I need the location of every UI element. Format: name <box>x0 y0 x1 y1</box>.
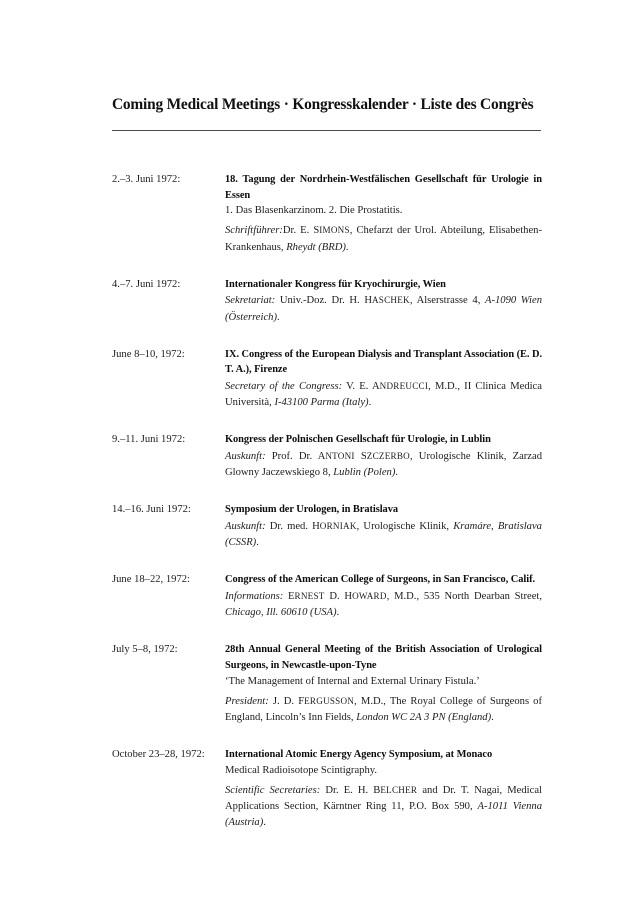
meeting-body <box>225 572 542 621</box>
meeting-body <box>225 747 542 831</box>
contact-address: Kramáre, Bratislava (CSSR) <box>225 520 542 549</box>
contact-address: I-43100 Parma (Italy) <box>274 397 369 409</box>
meetings-list <box>112 172 542 853</box>
contact-terminator: . <box>368 397 372 409</box>
contact-details: , Alserstrasse 4, <box>409 295 485 307</box>
contact-label: President: <box>225 695 269 707</box>
meeting-date: July 5–8, 1972: <box>112 644 178 656</box>
meeting-title: Kongress der Polnischen Gesellschaft für Urologie, in Lublin <box>225 434 491 446</box>
contact-label: Scientific Secretaries: <box>225 784 321 796</box>
person-name: Dr. E. SIMONS <box>282 225 350 237</box>
contact-label: Auskunft: <box>225 520 266 532</box>
meeting-contact <box>225 292 542 325</box>
meeting-entry <box>112 172 542 256</box>
contact-terminator: . <box>263 817 266 829</box>
meeting-contact <box>225 693 542 726</box>
contact-label: Informations: <box>225 590 284 602</box>
contact-details: , M.D., II Clinica Medica Università, <box>225 380 542 409</box>
meeting-date: October 23–28, 1972: <box>112 749 205 761</box>
person-name: Univ.-Doz. Dr. H. HASCHEK <box>279 295 410 307</box>
meeting-entry <box>112 747 542 831</box>
contact-label: Secretary of the Congress: <box>225 380 343 392</box>
meeting-contact <box>225 448 542 481</box>
person-name: ERNEST D. HOWARD <box>288 590 387 602</box>
meeting-body <box>225 502 542 551</box>
meeting-body <box>225 347 542 412</box>
person-name: J. D. FERGUSSON <box>272 695 355 707</box>
meeting-contact <box>225 518 542 551</box>
meeting-title: Symposium der Urologen, in Bratislava <box>225 504 398 516</box>
meeting-contact <box>225 378 542 411</box>
meeting-date: June 18–22, 1972: <box>112 574 190 586</box>
person-name: Dr. med. HORNIAK <box>269 520 357 532</box>
contact-label: Sekretariat: <box>225 295 276 307</box>
meeting-entry <box>112 347 542 412</box>
meeting-entry <box>112 432 542 481</box>
contact-address: A-1011 Vienna (Austria) <box>225 801 542 829</box>
meeting-entry <box>112 502 542 551</box>
contact-address: Rheydt (BRD) <box>286 241 346 253</box>
meeting-subtitle: Medical Radioisotope Scintigraphy. <box>225 764 378 776</box>
person-name: Prof. Dr. ANTONI SZCZERBO <box>271 450 410 462</box>
meeting-contact <box>225 782 542 832</box>
meeting-body <box>225 432 542 481</box>
contact-address: Lublin (Polen) <box>333 467 396 479</box>
contact-details: , M.D., The Royal College of Surgeons of England, Lincoln’s Inn Fields, <box>225 695 543 723</box>
meeting-date: June 8–10, 1972: <box>112 348 185 360</box>
page-header <box>112 96 542 114</box>
contact-details: , Urologische Klinik, <box>356 520 454 532</box>
meeting-contact <box>225 222 542 255</box>
meeting-title: 18. Tagung der Nordrhein-Westfälischen Gesellschaft für Urologie in Essen <box>225 174 542 201</box>
title-divider <box>112 130 541 131</box>
meeting-body <box>225 277 542 326</box>
contact-details: , Urologische Klinik, Zarzad Glowny Jaczewskiego 8, <box>225 450 543 479</box>
meeting-title: 28th Annual General Meeting of the British Association of Urological Surgeons, in Newcastle-upon-Tyne <box>225 644 542 671</box>
meeting-entry <box>112 642 542 726</box>
meeting-body <box>225 172 542 256</box>
contact-terminator: . <box>276 311 280 323</box>
meeting-title: International Atomic Energy Agency Symposium, at Monaco <box>225 749 493 761</box>
meeting-entry <box>112 572 542 621</box>
contact-details: , M.D., 535 North Dearban Street, <box>386 590 542 602</box>
meeting-date: 14.–16. Juni 1972: <box>112 504 191 516</box>
meeting-date: 9.–11. Juni 1972: <box>112 434 186 446</box>
contact-terminator: . <box>336 607 340 619</box>
contact-address: Chicago, Ill. 60610 (USA) <box>225 607 337 619</box>
contact-terminator: . <box>345 241 349 253</box>
meeting-date: 4.–7. Juni 1972: <box>112 278 181 290</box>
meeting-entry <box>112 277 542 326</box>
meeting-title: IX. Congress of the European Dialysis and Transplant Association (E. D. T. A.), Firenze <box>225 348 542 376</box>
meeting-contact <box>225 588 542 621</box>
meeting-title: Internationaler Kongress für Kryochirurgie, Wien <box>225 278 446 290</box>
contact-address: A-1090 Wien (Österreich) <box>225 295 542 323</box>
meeting-subtitle: 1. Das Blasenkarzinom. 2. Die Prostatitis. <box>225 205 403 217</box>
person-name: V. E. ANDREUCCI <box>346 380 429 392</box>
meeting-subtitle: ‘The Management of Internal and External Urinary Fistula.’ <box>225 675 480 687</box>
contact-address: London WC 2A 3 PN (England) <box>356 711 492 723</box>
meeting-body <box>225 642 542 726</box>
contact-terminator: . <box>491 711 494 723</box>
person-name: Dr. E. H. BELCHER <box>325 784 418 796</box>
contact-terminator: . <box>395 467 399 479</box>
contact-terminator: . <box>256 537 259 549</box>
meeting-title: Congress of the American College of Surgeons, in San Francisco, Calif. <box>225 574 536 586</box>
contact-details: and Dr. T. Nagai, Medical Applications Section, Kärntner Ring 11, P.O. Box 590, <box>225 784 542 813</box>
meeting-date: 2.–3. Juni 1972: <box>112 174 181 185</box>
contact-details: , Chefarzt der Urol. Abteilung, Elisabethen-Krankenhaus, <box>225 225 542 253</box>
page-title: Coming Medical Meetings · Kongresskalender · Liste des Congrès <box>112 96 534 113</box>
contact-label: Schriftführer: <box>225 225 283 237</box>
contact-label: Auskunft: <box>225 450 266 462</box>
